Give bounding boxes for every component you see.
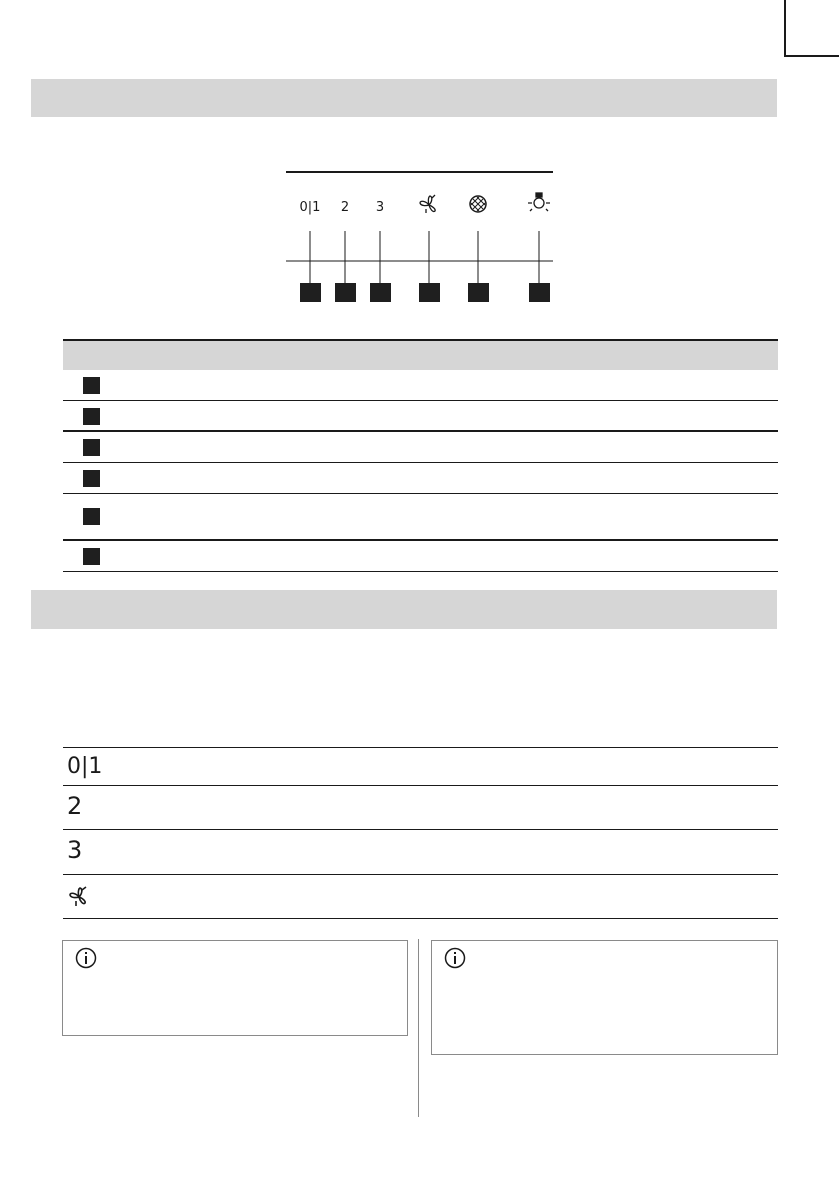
table-header-row	[63, 339, 778, 370]
grease-filter-icon	[470, 196, 486, 212]
panel-marker-5	[468, 283, 489, 302]
panel-marker-3	[370, 283, 391, 302]
panel-leader-lines	[310, 231, 539, 283]
light-bulb-icon	[528, 193, 550, 211]
panel-label-speed-3: 3	[375, 200, 385, 215]
symbol-on-off: 0|1	[67, 754, 103, 779]
symbol-speed-3: 3	[67, 836, 83, 864]
table-row	[63, 830, 778, 875]
panel-marker-6	[529, 283, 550, 302]
control-panel-diagram	[280, 165, 570, 315]
table-row	[63, 875, 778, 919]
table-row	[63, 541, 778, 572]
panel-label-speed-2: 2	[340, 200, 350, 215]
fan-icon	[67, 885, 91, 909]
info-box-left	[62, 940, 408, 1036]
table-row	[63, 494, 778, 541]
fan-icon	[420, 195, 435, 213]
panel-marker-2	[335, 283, 356, 302]
section-header-band-1	[31, 79, 777, 117]
info-icon	[75, 947, 97, 969]
table-row	[63, 786, 778, 830]
panel-label-on-off: 0|1	[299, 200, 321, 215]
black-square-marker	[83, 548, 100, 565]
black-square-marker	[83, 408, 100, 425]
column-divider	[418, 939, 419, 1117]
table-row	[63, 748, 778, 786]
table-row	[63, 370, 778, 401]
black-square-marker	[83, 377, 100, 394]
table-row	[63, 401, 778, 432]
black-square-marker	[83, 439, 100, 456]
panel-marker-4	[419, 283, 440, 302]
symbol-table	[63, 747, 778, 919]
black-square-marker	[83, 470, 100, 487]
info-box-right	[431, 940, 778, 1055]
panel-marker-1	[300, 283, 321, 302]
panel-legend-table	[63, 339, 778, 572]
info-icon	[444, 947, 466, 969]
section-header-band-2	[31, 590, 777, 629]
corner-bracket-icon	[775, 0, 839, 66]
table-row	[63, 432, 778, 463]
black-square-marker	[83, 508, 100, 525]
table-row	[63, 463, 778, 494]
symbol-speed-2: 2	[67, 792, 83, 820]
